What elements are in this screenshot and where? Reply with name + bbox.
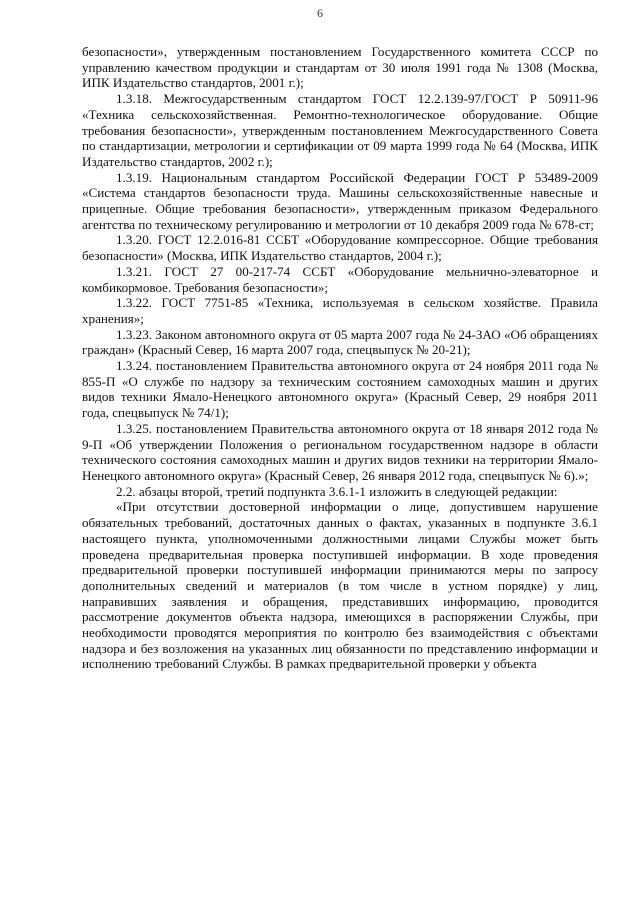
paragraph-1-3-24: 1.3.24. постановлением Правительства автономного округа от 24 ноября 2011 года № 855-П «О службе по надзору за техническим состоянием самоходных машин и других видов техники Ямало-Ненецкого автономного округа» (Красный Север, 29 ноября 2011 года, спецвыпуск № 74/1); [82, 358, 598, 421]
paragraph-2-2: 2.2. абзацы второй, третий подпункта 3.6.1-1 изложить в следующей редакции: [116, 483, 558, 499]
paragraph-1-3-18: 1.3.18. Межгосударственным стандартом ГОСТ 12.2.139-97/ГОСТ Р 50911-96 «Техника сельскохозяйственная. Ремонтно-технологическое оборудование. Общие требования безопасности», утвержденным постановлением Межгосударственного Совета по стандартизации, метрологии и сертификации от 09 марта 1999 года № 64 (Москва, ИПК Издательство стандартов, 2002 г.); [82, 91, 598, 169]
paragraph-1-3-19: 1.3.19. Национальным стандартом Российской Федерации ГОСТ Р 53489-2009 «Система стандартов безопасности труда. Машины сельскохозяйственные навесные и прицепные. Общие требования безопасности», утвержденным приказом Федерального агентства по техническому регулированию и метрологии от 10 декабря 2009 года № 678-ст; [82, 169, 598, 232]
document-body [82, 44, 598, 672]
page-number: 6 [317, 6, 323, 20]
paragraph-1-3-21: 1.3.21. ГОСТ 27 00-217-74 ССБТ «Оборудование мельнично-элеваторное и комбикормовое. Требования безопасности»; [82, 263, 598, 295]
paragraph-1-3-22: 1.3.22. ГОСТ 7751-85 «Техника, используемая в сельском хозяйстве. Правила хранения»; [82, 295, 598, 326]
paragraph-1-3-23: 1.3.23. Законом автономного округа от 05 марта 2007 года № 24-ЗАО «Об обращениях граждан» (Красный Север, 16 марта 2007 года, спецвыпуск № 20-21); [82, 326, 598, 358]
paragraph-1-3-20: 1.3.20. ГОСТ 12.2.016-81 ССБТ «Оборудование компрессорное. Общие требования безопасности» (Москва, ИПК Издательство стандартов, 2004 г.); [82, 232, 598, 264]
paragraph-1-3-25: 1.3.25. постановлением Правительства автономного округа от 18 января 2012 года № 9-П «Об утверждении Положения о региональном государственном надзоре в области технического состояния самоходных машин и других видов техники на территории Ямало-Ненецкого автономного округа» (Красный Север, 26 января 2012 года, спецвыпуск № 6).»; [82, 420, 598, 483]
paragraph-continuation: безопасности», утвержденным постановлением Государственного комитета СССР по управлению качеством продукции и стандартам от 30 июля 1991 года № 1308 (Москва, ИПК Издательство стандартов, 2001 г.); [82, 44, 598, 91]
paragraph-quoted-amendment: «При отсутствии достоверной информации о лице, допустившем нарушение обязательных требований, достаточных данных о фактах, указанных в подпункте 3.6.1 настоящего пункта, уполномоченными должностными лицами Службы может быть проведена предварительная проверка поступившей информации. В ходе проведения предварительной проверки поступившей информации принимаются меры по запросу дополнительных сведений и материалов (в том числе в устном порядке) у лиц, направивших заявления и обращения, представивших информацию, проводится рассмотрение документов объекта надзора, имеющихся в распоряжении Службы, при необходимости проводятся мероприятия по контролю без взаимодействия с объектами надзора и без возложения на указанных лиц обязанности по представлению информации и исполнению требований Службы. В рамках предварительной проверки у объекта [82, 499, 598, 672]
